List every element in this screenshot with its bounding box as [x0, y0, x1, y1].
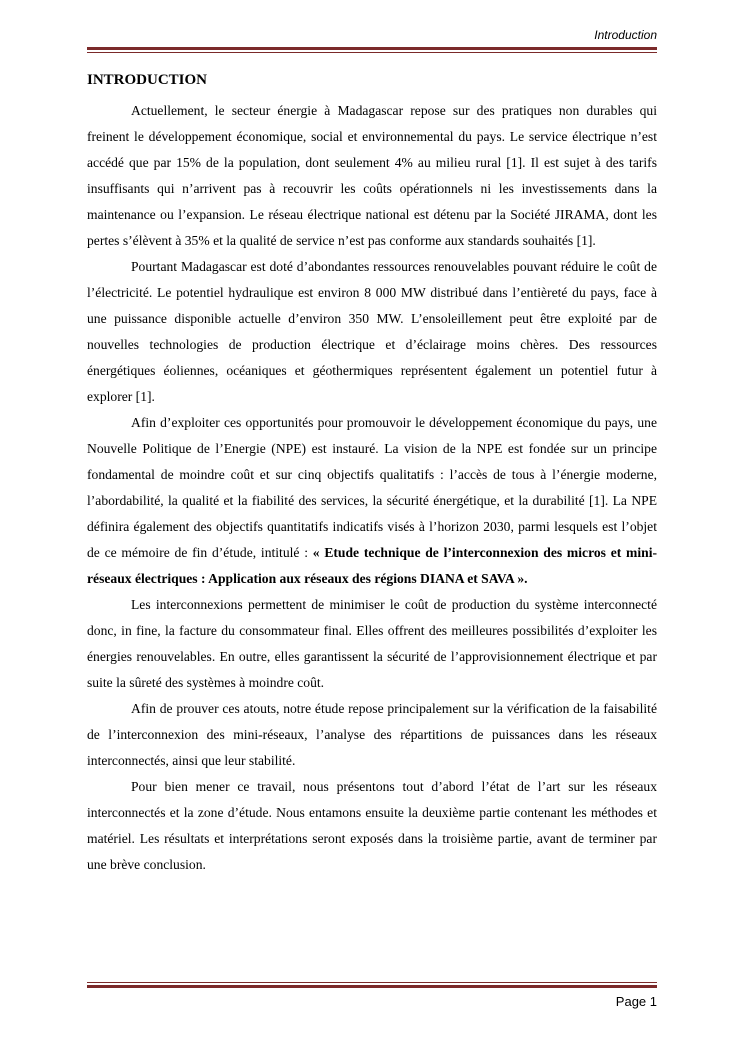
header-rule-thick	[87, 47, 657, 50]
page-number: Page 1	[615, 994, 657, 1009]
paragraph-outline: Pour bien mener ce travail, nous présentons tout d’abord l’état de l’art sur les réseaux interconnectés et la zone d’étude. Nous entamons ensuite la deuxième partie contenant les méthodes et matériel. Les résultats et interprétations seront exposés dans la troisième partie, avant de terminer par une brève conclusion.	[87, 779, 657, 872]
footer-rule-thin	[87, 982, 657, 983]
footer-rule-thick	[87, 985, 657, 988]
thesis-title: « Etude technique de l’interconnexion des micros et mini-réseaux électriques : Application aux réseaux des régions DIANA et SAVA ».	[87, 545, 658, 586]
document-body	[87, 70, 657, 878]
running-header: Introduction	[594, 28, 657, 42]
header-rule-thin	[87, 52, 657, 53]
paragraph-interconnections: Les interconnexions permettent de minimiser le coût de production du système interconnecté donc, in fine, la facture du consommateur final. Elles offrent des meilleures possibilités d’exploiter les énergies renouvelables. En outre, elles garantissent la sécurité de l’approvisionnement électrique et par suite la sûreté des systèmes à moindre coût.	[87, 597, 657, 690]
npe-text: Afin d’exploiter ces opportunités pour promouvoir le développement économique du pays, une Nouvelle Politique de l’Energie (NPE) est instauré. La vision de la NPE est fondée sur un principe fondamental de moindre coût et sur cinq objectifs qualitatifs : l’accès de tous à l’énergie moderne, l’abordabilité, la qualité et la fiabilité des services, la sécurité énergétique, et la durabilité [1]. La NPE définira également des objectifs quantitatifs indicatifs visés à l’horizon 2030, parmi lesquels est l’objet de ce mémoire de fin d’étude, intitulé :	[87, 415, 657, 560]
section-heading: INTRODUCTION	[87, 72, 208, 88]
paragraph-resources: Pourtant Madagascar est doté d’abondantes ressources renouvelables pouvant réduire le coût de l’électricité. Le potentiel hydraulique est environ 8 000 MW distribué dans l’entièreté du pays, face à une puissance disponible actuelle d’environ 350 MW. L’ensoleillement peut être exploité par de nouvelles technologies de production électrique et d’éclairage moins chères. Des ressources énergétiques éoliennes, océaniques et géothermiques représentent également un potentiel futur à explorer [1].	[87, 259, 657, 404]
paragraph-context: Actuellement, le secteur énergie à Madagascar repose sur des pratiques non durables qui freinent le développement économique, social et environnemental du pays. Le service électrique n’est accédé que par 15% de la population, dont seulement 4% au milieu rural [1]. Il est sujet à des tarifs insuffisants qui n’arrivent pas à recouvrir les coûts opérationnels ni les investissements dans la maintenance ou l’expansion. Le réseau électrique national est détenu par la Société JIRAMA, dont les pertes s’élèvent à 35% et la qualité de service n’est pas conforme aux standards souhaités [1].	[87, 103, 657, 248]
paragraph-study-focus: Afin de prouver ces atouts, notre étude repose principalement sur la vérification de la faisabilité de l’interconnexion des mini-réseaux, l’analyse des répartitions de puissances dans les réseaux interconnectés, ainsi que leur stabilité.	[87, 701, 657, 768]
paragraph-npe	[87, 410, 657, 592]
